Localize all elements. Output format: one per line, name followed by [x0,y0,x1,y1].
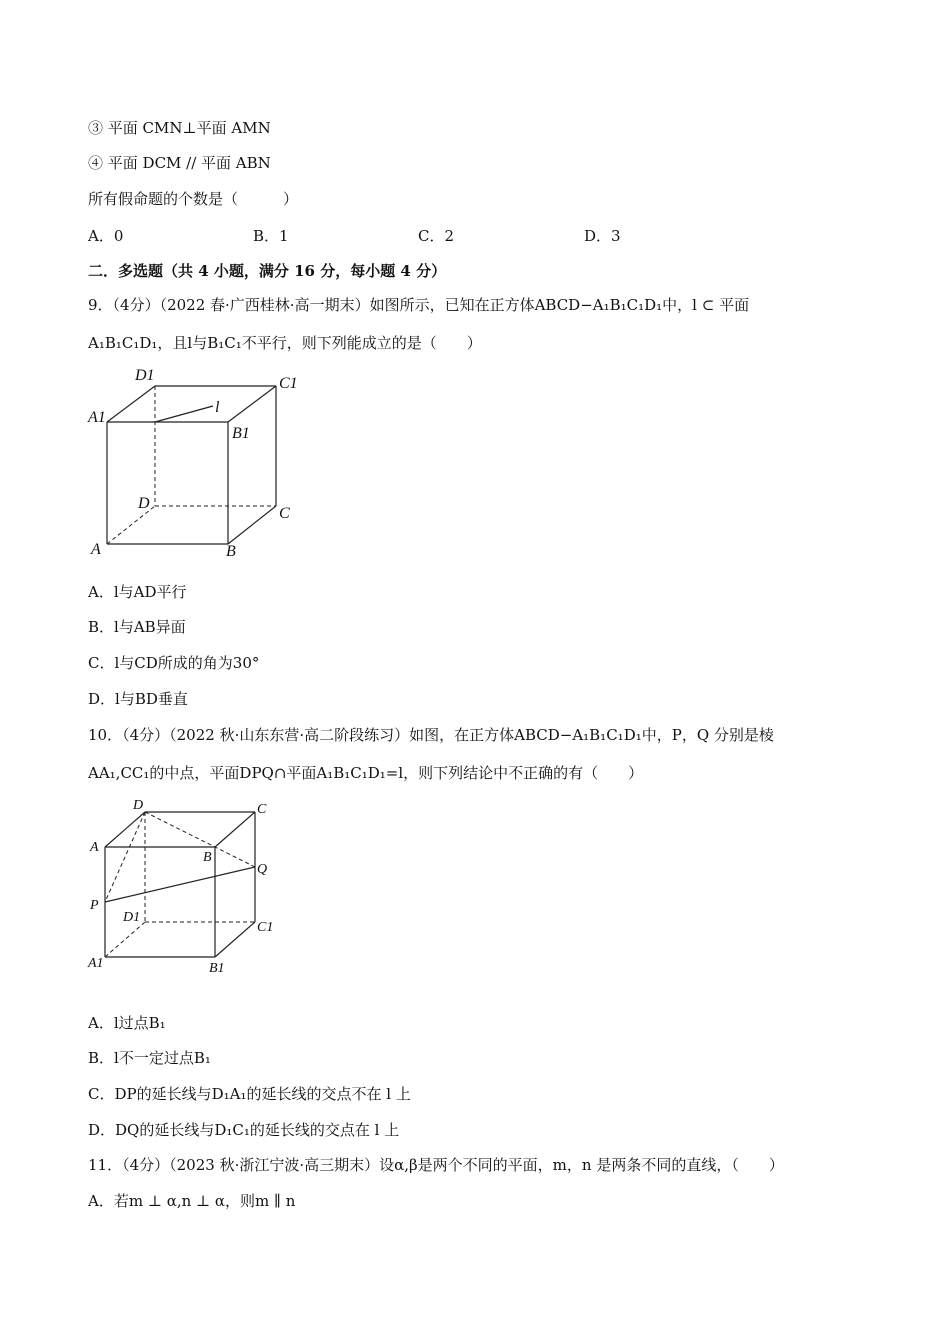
section-2-title: 二．多选题（共 4 小题，满分 16 分，每小题 4 分） [88,262,447,280]
q8-stem: 所有假命题的个数是（ ） [88,190,299,208]
q9-option-d: D．l与BD垂直 [88,690,188,708]
q11-option-a: A．若m ⊥ α,n ⊥ α，则m ∥ n [88,1192,296,1210]
q8-item-4: ④ 平面 DCM // 平面 ABN [88,154,271,172]
q10-label-b1: B1 [209,961,225,976]
q10-option-c: C．DP的延长线与D₁A₁的延长线的交点不在 l 上 [88,1085,411,1103]
q10-option-a: A．l过点B₁ [88,1014,166,1032]
q9-label-d: D [138,495,150,512]
q9-label-d1: D1 [135,367,155,384]
q10-label-c1: C1 [257,920,274,935]
q8-option-a: A．0 [88,227,124,245]
q8-option-d: D．3 [584,227,621,245]
q9-option-c: C．l与CD所成的角为30° [88,654,260,672]
q9-label-b: B [226,543,236,560]
q8-option-c: C．2 [418,227,455,245]
q9-label-a: A [91,541,101,558]
q10-label-a1: A1 [88,956,104,971]
q9-option-b: B．l与AB异面 [88,618,186,636]
q10-cube-figure [85,797,285,977]
q10-option-b: B．l不一定过点B₁ [88,1049,211,1067]
q10-line-1: 10．（4分）（2022 秋·山东东营·高二阶段练习）如图，在正方体ABCD−A₁B₁C₁D₁中，P，Q 分别是棱 [88,726,774,744]
q10-option-d: D．DQ的延长线与D₁C₁的延长线的交点在 l 上 [88,1121,400,1139]
q9-label-a1: A1 [88,409,106,426]
q9-line-2: A₁B₁C₁D₁，且l与B₁C₁不平行，则下列能成立的是（ ） [88,334,482,352]
q9-label-l: l [215,399,220,416]
q10-label-d: D [133,798,144,813]
q11-line-1: 11．（4分）（2023 秋·浙江宁波·高三期末）设α,β是两个不同的平面，m，n 是两条不同的直线，（ ） [88,1156,784,1174]
q10-line-2: AA₁,CC₁的中点，平面DPQ∩平面A₁B₁C₁D₁=l，则下列结论中不正确的有（ ） [88,764,644,782]
q10-label-c: C [257,802,267,817]
q9-option-a: A．l与AD平行 [88,583,187,601]
q10-label-a: A [90,840,99,855]
q9-label-c1: C1 [279,375,298,392]
q10-label-b: B [203,850,212,865]
q8-item-3: ③ 平面 CMN⊥平面 AMN [88,119,271,137]
q10-label-p: P [90,898,99,913]
q9-cube-figure [85,362,310,562]
q8-option-b: B．1 [253,227,289,245]
q10-label-q: Q [257,862,268,877]
q9-label-c: C [279,505,290,522]
q8-options [88,225,621,247]
q10-label-d1: D1 [123,910,141,925]
q9-label-b1: B1 [232,425,250,442]
q9-line-1: 9．（4分）（2022 春·广西桂林·高一期末）如图所示，已知在正方体ABCD−A₁B₁C₁D₁中，l ⊂ 平面 [88,296,750,314]
